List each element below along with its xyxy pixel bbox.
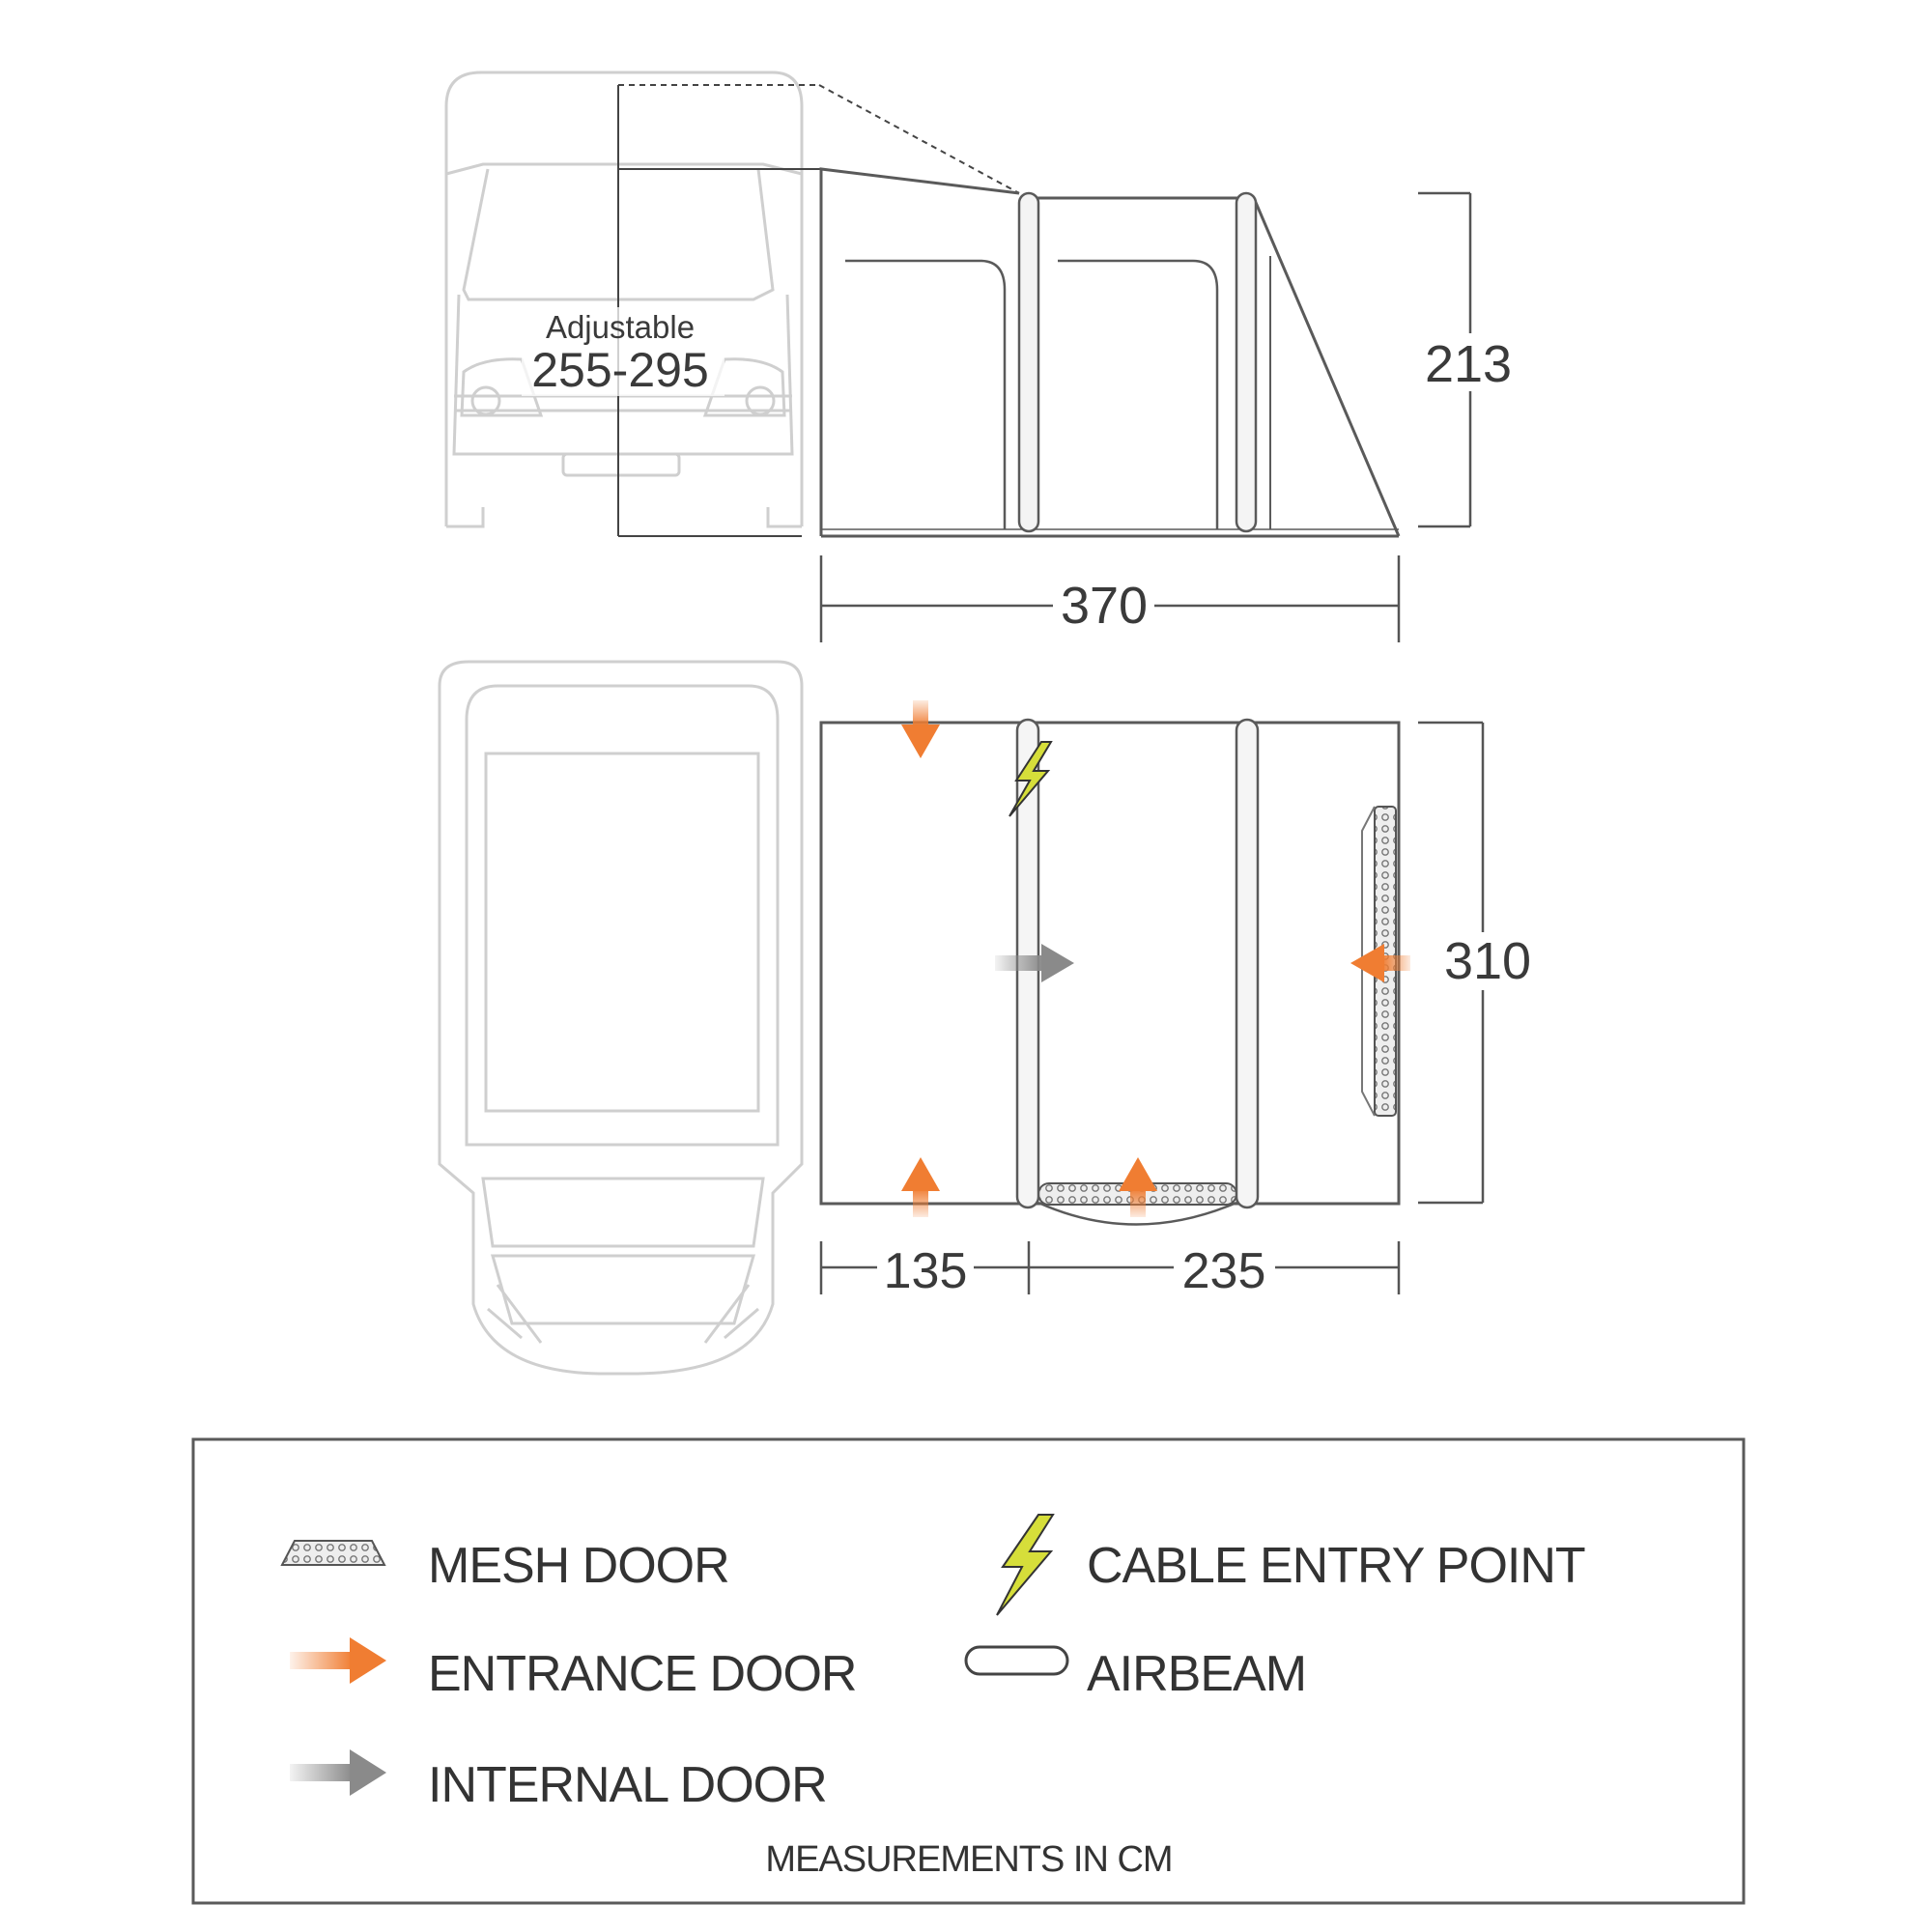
awning-floor-outline <box>821 723 1399 1204</box>
legend-box <box>193 1439 1744 1903</box>
depth-value: 310 <box>1443 932 1532 990</box>
adjustable-label: Adjustable <box>545 309 696 345</box>
vehicle-front-view <box>446 72 802 526</box>
legend-entrance-door: ENTRANCE DOOR <box>428 1646 857 1702</box>
legend-airbeam: AIRBEAM <box>1087 1646 1307 1702</box>
lightning-icon <box>997 1515 1053 1615</box>
awning-side-view <box>821 169 1399 536</box>
legend-cable-entry-point: CABLE ENTRY POINT <box>1087 1538 1585 1594</box>
entrance-door-arrow-bottom-right <box>1119 1157 1157 1217</box>
airbeam-symbol <box>966 1647 1067 1674</box>
entrance-door-arrow-bottom-left <box>901 1157 940 1217</box>
measurements-footnote: MEASUREMENTS IN CM <box>765 1839 1173 1880</box>
legend-mesh-door: MESH DOOR <box>428 1538 729 1594</box>
entrance-door-arrow-right <box>1350 944 1410 982</box>
side-airbeam-1 <box>1019 193 1038 531</box>
side-airbeam-2 <box>1236 193 1256 531</box>
internal-door-symbol <box>290 1749 386 1796</box>
entrance-door-symbol <box>290 1637 386 1684</box>
section-a-value: 135 <box>883 1243 968 1299</box>
floor-airbeam-2 <box>1236 720 1258 1208</box>
height-value: 213 <box>1424 335 1513 393</box>
vehicle-top-view <box>440 662 802 1374</box>
mesh-door-symbol <box>282 1541 384 1565</box>
legend-internal-door: INTERNAL DOOR <box>428 1757 827 1813</box>
entrance-door-arrow-top <box>901 700 940 758</box>
length-value: 370 <box>1060 577 1149 635</box>
adjustable-range: 255-295 <box>531 343 709 397</box>
section-b-value: 235 <box>1181 1243 1266 1299</box>
